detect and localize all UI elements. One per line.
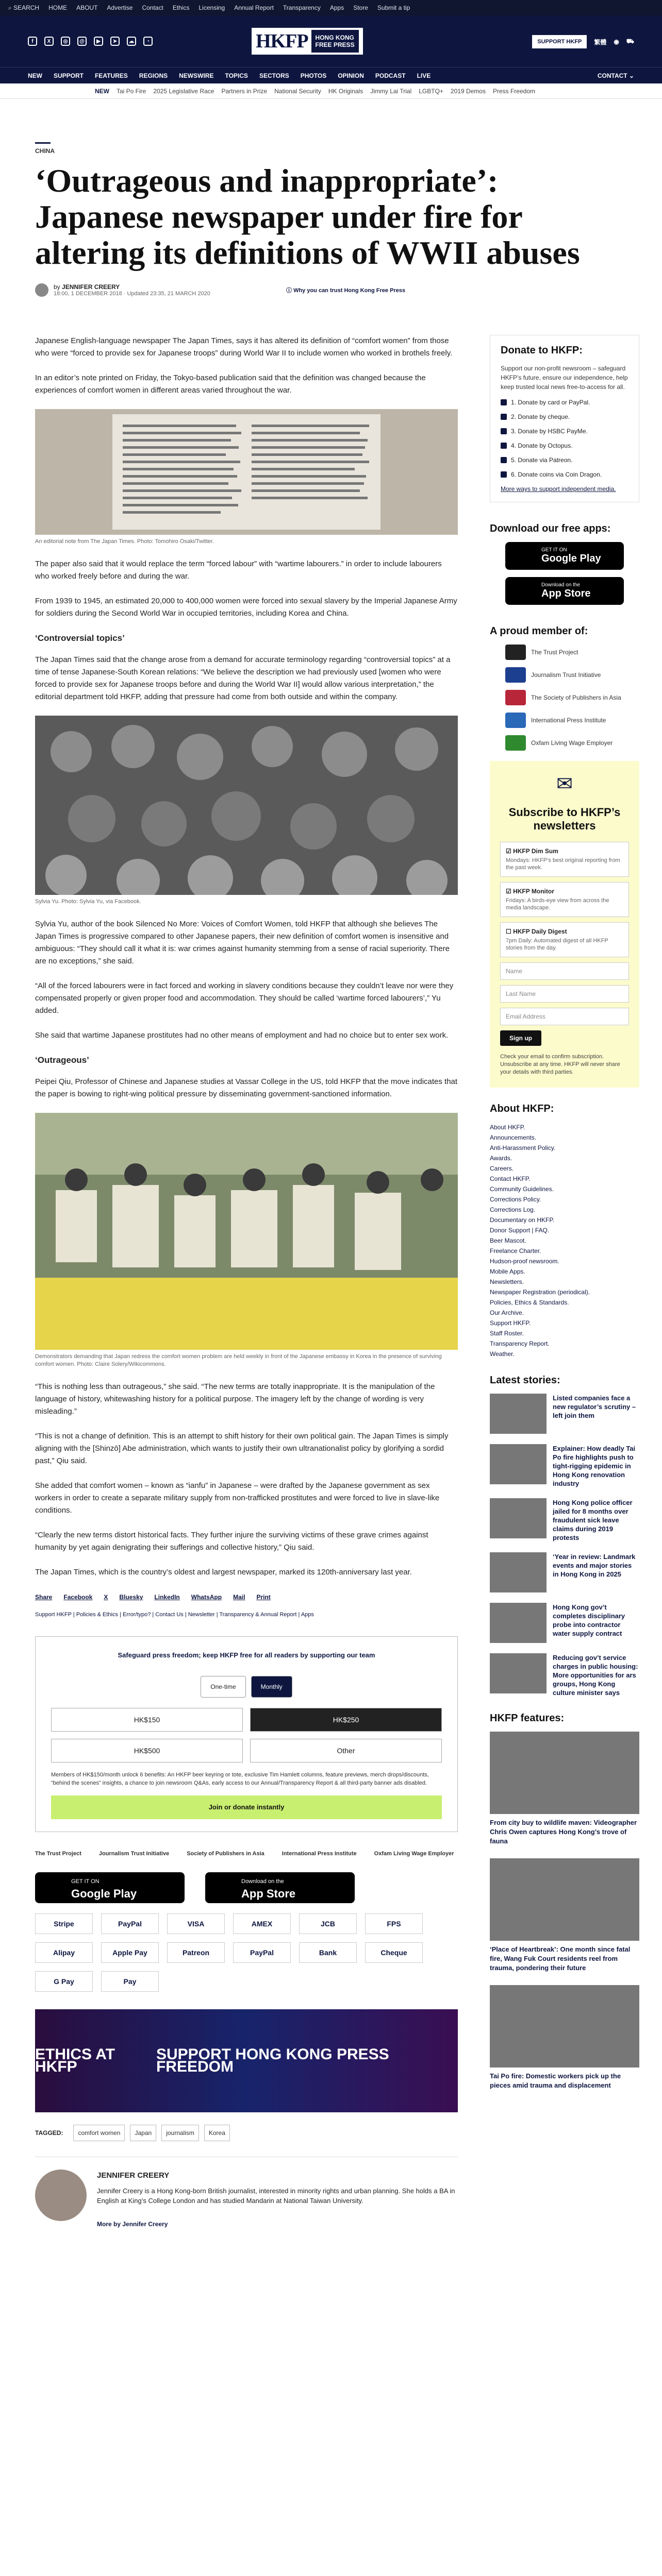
email-input[interactable]: Email Address bbox=[500, 1008, 629, 1025]
tag[interactable]: comfort women bbox=[73, 2125, 125, 2141]
paragraph: The Japan Times, which is the country’s oldest and largest newspaper, marked its 120th-anniversary last year. bbox=[35, 1568, 412, 1577]
story-title: ‘Year in review: Landmark events and major stories in Hong Kong in 2025 bbox=[553, 1553, 636, 1578]
by-prefix: by bbox=[54, 283, 60, 291]
payment-method[interactable]: FPS bbox=[365, 1913, 423, 1934]
util-link-10[interactable]: Submit a tip bbox=[377, 4, 410, 11]
app-big-text: App Store bbox=[241, 1887, 296, 1900]
about-link[interactable]: Donor Support | FAQ. bbox=[490, 1227, 550, 1234]
app-big-text: Google Play bbox=[71, 1887, 137, 1900]
mail-icon: ✉ bbox=[556, 773, 573, 795]
member-logo[interactable] bbox=[505, 713, 639, 728]
payment-method[interactable]: Pay bbox=[101, 1971, 159, 1992]
jti-icon bbox=[505, 667, 526, 683]
apps-section bbox=[490, 523, 639, 605]
patreon-icon bbox=[501, 457, 507, 463]
logo-mark: HKFP bbox=[256, 30, 308, 52]
app-store-button[interactable] bbox=[505, 577, 624, 605]
sidebar-heading: Donate to HKFP: bbox=[501, 345, 583, 356]
payment-method[interactable]: Alipay bbox=[35, 1942, 93, 1963]
payme-icon bbox=[501, 428, 507, 434]
article-date: 18:00, 1 DECEMBER 2018 · Updated 23:35, 21 MARCH 2020 bbox=[54, 291, 210, 297]
share-print[interactable]: Print bbox=[256, 1594, 271, 1601]
user-icon[interactable]: ◉ bbox=[614, 38, 619, 45]
section-heading: ‘Outrageous’ bbox=[35, 1055, 89, 1065]
sidebar-heading: Latest stories: bbox=[490, 1375, 560, 1386]
about-link[interactable]: Newspaper Registration (periodical). bbox=[490, 1289, 590, 1296]
newsletter-desc: Mondays: HKFP’s best original reporting from the past week. bbox=[506, 857, 620, 871]
feature-title: From city buy to wildlife maven: Videographer Chris Owen captures Hong Kong’s trove of fauna bbox=[490, 1819, 637, 1845]
feature-thumbnail bbox=[490, 1985, 639, 2067]
paragraph: The Japan Times said that the change arose from a demand for accurate terminology regarding “controversial topics” at a time of tense Japanese-South Korean relations: “We believe the description we had previously used [women who were forced to provide sex for Japanese troops before and during the World War II] would allow various interpretation,” the editorial department told HKFP, adding that pressure had come from both outside and within the company. bbox=[35, 655, 451, 701]
octopus-icon bbox=[501, 443, 507, 449]
youtube-icon[interactable]: ▶ bbox=[94, 37, 103, 46]
image-caption: Demonstrators demanding that Japan redress the comfort women problem are held weekly in front of the Japanese embassy in Korea in the presence of surviving comfort women. Photo: Claire Solery/Wikicommons. bbox=[35, 1353, 442, 1367]
about-link[interactable]: Staff Roster. bbox=[490, 1330, 524, 1337]
search-label: SEARCH bbox=[13, 4, 40, 11]
util-link-7[interactable]: Transparency bbox=[283, 4, 321, 11]
newsletter-desc: 7pm Daily: Automated digest of all HKFP stories from the day. bbox=[506, 938, 608, 951]
share-label: Share bbox=[35, 1594, 53, 1601]
main-nav bbox=[0, 67, 662, 83]
util-link-8[interactable]: Apps bbox=[329, 4, 344, 11]
newsletter-name: HKFP Daily Digest bbox=[513, 928, 567, 935]
story-item[interactable] bbox=[490, 1498, 639, 1542]
amount-option-other[interactable]: Other bbox=[250, 1739, 442, 1762]
amount-option-selected[interactable]: HK$250 bbox=[250, 1708, 442, 1732]
member-logo[interactable] bbox=[505, 735, 639, 751]
subscribe-note: Check your email to confirm subscription. Unsubscribe at any time. HKFP will never share your details with third parties. bbox=[500, 1054, 620, 1075]
trending-ticker bbox=[0, 83, 662, 99]
nav-item-5[interactable]: TOPICS bbox=[225, 72, 248, 79]
story-title: Hong Kong police officer jailed for 8 months over fraudulent sick leave claims during 2019 protests bbox=[553, 1499, 633, 1541]
app-big-text: Google Play bbox=[541, 553, 601, 564]
about-link[interactable]: Beer Mascot. bbox=[490, 1237, 526, 1244]
ticker-item-0[interactable]: Tai Po Fire bbox=[117, 87, 146, 95]
nav-item-10[interactable]: LIVE bbox=[417, 72, 431, 79]
payment-method[interactable]: Patreon bbox=[167, 1942, 225, 1963]
about-link[interactable]: Careers. bbox=[490, 1165, 514, 1172]
share-mail[interactable]: Mail bbox=[233, 1594, 245, 1601]
member-logo[interactable] bbox=[505, 667, 639, 683]
about-link[interactable]: Freelance Charter. bbox=[490, 1247, 541, 1255]
story-item[interactable] bbox=[490, 1552, 639, 1592]
donate-option-label: 4. Donate by Octopus. bbox=[511, 442, 573, 449]
about-link[interactable]: Mobile Apps. bbox=[490, 1268, 525, 1275]
donate-box bbox=[490, 335, 639, 502]
author-bio: Jennifer Creery is a Hong Kong-born British journalist, interested in minority rights and urban planning. She holds a BA in English at King’s College London and has studied Mandarin at National Taiwan University. bbox=[97, 2187, 455, 2205]
more-ways-link[interactable]: More ways to support independent media. bbox=[501, 485, 616, 493]
author-name[interactable]: JENNIFER CREERY bbox=[97, 2171, 170, 2180]
newsletter-desc: Fridays: A birds-eye view from across the media landscape. bbox=[506, 897, 609, 911]
ticker-item-8[interactable]: Press Freedom bbox=[492, 87, 535, 95]
payment-method[interactable]: AMEX bbox=[233, 1913, 291, 1934]
threads-icon[interactable]: @ bbox=[77, 37, 87, 46]
paragraph: In an editor’s note printed on Friday, the Tokyo-based publication said that the definition was changed because the experiences of comfort women in different areas varied throughout the war. bbox=[35, 374, 426, 395]
story-title: Explainer: How deadly Tai Po fire highlights push to tight-rigging epidemic in Hong Kong renovation industry bbox=[553, 1445, 636, 1487]
amount-option[interactable]: HK$150 bbox=[51, 1708, 243, 1732]
x-icon[interactable]: X bbox=[44, 37, 54, 46]
app-small-text: GET IT ON bbox=[71, 1878, 100, 1885]
oxfam-icon bbox=[505, 735, 526, 751]
site-logo[interactable] bbox=[252, 28, 363, 55]
about-links bbox=[490, 1122, 639, 1359]
about-link[interactable]: Anti-Harassment Policy. bbox=[490, 1144, 556, 1151]
cheque-icon bbox=[501, 414, 507, 420]
ticker-item-4[interactable]: HK Originals bbox=[328, 87, 363, 95]
card-icon bbox=[501, 399, 507, 405]
tags-label: TAGGED: bbox=[35, 2129, 63, 2137]
google-play-button[interactable] bbox=[35, 1872, 185, 1903]
byline bbox=[35, 283, 210, 297]
logo-line-2: FREE PRESS bbox=[315, 41, 355, 48]
sidebar-heading: HKFP features: bbox=[490, 1713, 565, 1724]
member-name: Journalism Trust Initiative bbox=[531, 671, 601, 679]
support-button[interactable]: SUPPORT HKFP bbox=[532, 35, 587, 48]
member-name: The Trust Project bbox=[531, 649, 578, 656]
nav-item-9[interactable]: PODCAST bbox=[375, 72, 406, 79]
ticker-item-7[interactable]: 2019 Demos bbox=[450, 87, 486, 95]
app-small-text: Download on the bbox=[541, 582, 581, 588]
trust-label: Why you can trust Hong Kong Free Press bbox=[293, 287, 406, 294]
newsletter-option[interactable]: ☐ HKFP Daily Digest 7pm Daily: Automated digest of all HKFP stories from the day. bbox=[500, 922, 629, 957]
story-thumbnail bbox=[490, 1394, 547, 1434]
amount-option[interactable]: HK$500 bbox=[51, 1739, 243, 1762]
instagram-icon[interactable]: ◎ bbox=[61, 37, 70, 46]
app-big-text: App Store bbox=[541, 588, 591, 599]
partner-logo[interactable]: Society of Publishers in Asia bbox=[187, 1851, 264, 1857]
about-link[interactable]: Contact HKFP. bbox=[490, 1175, 531, 1182]
demonstration-graphic bbox=[35, 1113, 458, 1350]
share-bar bbox=[35, 1591, 458, 1603]
about-link[interactable]: Our Archive. bbox=[490, 1309, 524, 1316]
payment-methods bbox=[35, 1913, 458, 1992]
util-link-3[interactable]: Contact bbox=[142, 4, 163, 11]
newsletter-title: Subscribe to HKFP’s newsletters bbox=[508, 806, 621, 832]
donate-option[interactable] bbox=[501, 399, 628, 406]
newspaper-clipping-graphic bbox=[35, 409, 458, 535]
story-item[interactable] bbox=[490, 1394, 639, 1434]
payment-method[interactable]: Bank bbox=[299, 1942, 357, 1963]
protest-photos-image bbox=[35, 716, 458, 895]
feature-item[interactable] bbox=[490, 1985, 639, 2090]
author-avatar bbox=[35, 283, 48, 297]
tag-list bbox=[35, 2125, 458, 2141]
share-whatsapp[interactable]: WhatsApp bbox=[191, 1594, 222, 1601]
story-thumbnail bbox=[490, 1603, 547, 1643]
member-logo[interactable] bbox=[505, 690, 639, 705]
editorial-note-image bbox=[35, 409, 458, 535]
newsletter-box bbox=[490, 761, 639, 1088]
google-play-button[interactable] bbox=[505, 542, 624, 570]
partner-logo[interactable]: Journalism Trust Initiative bbox=[98, 1851, 170, 1857]
support-links[interactable]: Support HKFP | Policies & Ethics | Error/typo? | Contact Us | Newsletter | Transparency & Annual Report | Apps bbox=[35, 1612, 314, 1618]
paragraph: The paper also said that it would replace the term “forced labour” with “wartime labourers.” in order to include labourers who worked freely before and during the war. bbox=[35, 560, 442, 581]
feature-item[interactable] bbox=[490, 1732, 639, 1846]
sidebar-heading: A proud member of: bbox=[490, 625, 588, 637]
util-link-0[interactable]: HOME bbox=[48, 4, 68, 11]
language-switch[interactable]: 繁體 bbox=[594, 38, 607, 46]
partner-logo[interactable]: Oxfam Living Wage Employer bbox=[374, 1851, 454, 1857]
payment-method[interactable]: Apple Pay bbox=[101, 1942, 159, 1963]
tab-one-time[interactable]: One-time bbox=[201, 1676, 245, 1698]
signup-button[interactable]: Sign up bbox=[500, 1030, 541, 1046]
donate-headline: Safeguard press freedom; keep HKFP free for all readers by supporting our team bbox=[118, 1651, 375, 1659]
story-item[interactable] bbox=[490, 1444, 639, 1488]
donate-option[interactable] bbox=[501, 413, 628, 420]
about-link[interactable]: Community Guidelines. bbox=[490, 1185, 554, 1193]
ticker-item-3[interactable]: National Security bbox=[274, 87, 321, 95]
ticker-item-2[interactable]: Partners in Prize bbox=[221, 87, 268, 95]
cart-icon[interactable]: ⛟ bbox=[626, 38, 634, 45]
join-donate-button[interactable]: Join or donate instantly bbox=[51, 1795, 442, 1819]
app-small-text: GET IT ON bbox=[541, 547, 567, 553]
member-name: Oxfam Living Wage Employer bbox=[531, 739, 613, 747]
search-link[interactable]: ⌕ SEARCH bbox=[8, 4, 40, 11]
payment-method[interactable]: G Pay bbox=[35, 1971, 93, 1992]
payment-method[interactable]: PayPal bbox=[101, 1913, 159, 1934]
donate-option-label: 2. Donate by cheque. bbox=[511, 413, 570, 420]
payment-method[interactable]: VISA bbox=[167, 1913, 225, 1934]
header-actions bbox=[532, 35, 634, 48]
about-link[interactable]: Transparency Report. bbox=[490, 1340, 550, 1347]
feature-title: Tai Po fire: Domestic workers pick up the pieces amid trauma and displacement bbox=[490, 2072, 621, 2089]
donate-intro: Support our non-profit newsroom – safeguard HKFP’s future, ensure our independence, help keep trusted local news free-to-access for all. bbox=[501, 365, 628, 391]
app-store-button[interactable] bbox=[205, 1872, 355, 1903]
feature-title: ‘Place of Heartbreak’: One month since fatal fire, Wang Fuk Court residents reel from trauma, pondering their future bbox=[490, 1945, 631, 1972]
paragraph: Japanese English-language newspaper The Japan Times, says it has altered its definition of “comfort women” from those who were “forced to provide sex for Japanese troops” during World War II to include women who worked in brothels freely. bbox=[35, 336, 453, 358]
util-link-5[interactable]: Licensing bbox=[198, 4, 225, 11]
nav-item-6[interactable]: SECTORS bbox=[259, 72, 289, 79]
util-link-2[interactable]: Advertise bbox=[107, 4, 133, 11]
donate-option-label: 3. Donate by HSBC PayMe. bbox=[511, 428, 588, 435]
app-store-buttons bbox=[35, 1872, 458, 1903]
story-title: Reducing gov’t service charges in public housing: More opportunities for ars groups, Hong Kong culture minister says bbox=[553, 1654, 638, 1697]
feature-thumbnail bbox=[490, 1858, 639, 1941]
ipi-icon bbox=[505, 713, 526, 728]
member-logo[interactable] bbox=[505, 645, 639, 660]
payment-method[interactable]: Cheque bbox=[365, 1942, 423, 1963]
paragraph: She added that comfort women – known as “ianfu” in Japanese – were drafted by the Japanese government as sex workers in order to create a separate military supply from non-trafficked prostitutes and were forced to live in slave-like conditions. bbox=[35, 1481, 440, 1515]
story-thumbnail bbox=[490, 1498, 547, 1538]
article-category[interactable]: CHINA bbox=[35, 147, 55, 155]
first-name-input[interactable]: Name bbox=[500, 962, 629, 980]
members-section bbox=[490, 625, 639, 751]
nav-item-3[interactable]: REGIONS bbox=[139, 72, 168, 79]
util-link-6[interactable]: Annual Report bbox=[234, 4, 274, 11]
donate-option-label: 6. Donate coins via Coin Dragon. bbox=[511, 471, 602, 478]
coin-icon bbox=[501, 471, 507, 478]
partner-logo[interactable]: International Press Institute bbox=[282, 1851, 357, 1857]
paragraph: From 1939 to 1945, an estimated 20,000 to 400,000 women were forced into sexual slavery by the Imperial Japanese Army for soldiers during the Second World War in occupied territories, including Korea and China. bbox=[35, 597, 457, 618]
tag[interactable]: Korea bbox=[204, 2125, 230, 2141]
about-link[interactable]: Hudson-proof newsroom. bbox=[490, 1258, 559, 1265]
last-name-input[interactable]: Last Name bbox=[500, 985, 629, 1003]
more-by-author-link[interactable]: More by Jennifer Creery bbox=[97, 2221, 168, 2228]
image-caption: Sylvia Yu. Photo: Sylvia Yu, via Facebook. bbox=[35, 899, 141, 905]
about-link[interactable]: Awards. bbox=[490, 1155, 512, 1162]
trust-link[interactable]: ⓘ Why you can trust Hong Kong Free Press bbox=[286, 287, 406, 294]
donate-panel bbox=[35, 1636, 458, 1832]
partner-logos bbox=[35, 1848, 458, 1860]
ticker-item-6[interactable]: LGBTQ+ bbox=[419, 87, 443, 95]
newsletter-name: HKFP Monitor bbox=[513, 888, 554, 895]
donate-option-label: 5. Donate via Patreon. bbox=[511, 456, 573, 464]
donate-frequency-tabs bbox=[51, 1676, 442, 1698]
share-linkedin[interactable]: LinkedIn bbox=[154, 1594, 180, 1601]
author-photo bbox=[35, 2170, 87, 2221]
category-rule bbox=[35, 142, 51, 144]
about-link[interactable]: About HKFP. bbox=[490, 1124, 525, 1131]
about-link[interactable]: Weather. bbox=[490, 1350, 515, 1358]
story-item[interactable] bbox=[490, 1653, 639, 1697]
paragraph: “This is nothing less than outrageous,” she said. “The new terms are totally inappropriate. It is the manipulation of the language of history, whitewashing history for a political purpose. The imagery left by the change of wording is very misleading.” bbox=[35, 1382, 435, 1416]
telegram-icon[interactable]: ➤ bbox=[110, 37, 120, 46]
article-title: ‘Outrageous and inappropriate’: Japanese newspaper under fire for altering its definitions of WWII abuses bbox=[35, 162, 580, 271]
rss-icon[interactable]: ◔ bbox=[143, 37, 153, 46]
sidebar bbox=[490, 335, 639, 2103]
ticker-item-5[interactable]: Jimmy Lai Trial bbox=[370, 87, 412, 95]
share-bluesky[interactable]: Bluesky bbox=[119, 1594, 143, 1601]
latest-stories bbox=[490, 1375, 639, 1697]
paragraph: “All of the forced labourers were in fact forced and working in slavery conditions because they couldn’t leave nor were they compensated properly or given proper food and accommodation. They should be called ‘wartime forced labourers’,” Yu added. bbox=[35, 981, 454, 1015]
about-link[interactable]: Announcements. bbox=[490, 1134, 537, 1141]
util-link-4[interactable]: Ethics bbox=[172, 4, 190, 11]
banner-ethics: ETHICS AT HKFP bbox=[35, 2046, 115, 2075]
share-x[interactable]: X bbox=[104, 1594, 108, 1601]
paragraph: Peipei Qiu, Professor of Chinese and Japanese studies at Vassar College in the US, told HKFP that the move indicates that the paper is bowing to right-wing political pressure by disseminating government-sanctioned information. bbox=[35, 1077, 458, 1098]
story-thumbnail bbox=[490, 1653, 547, 1693]
utility-bar bbox=[0, 0, 662, 15]
nav-item-7[interactable]: PHOTOS bbox=[300, 72, 327, 79]
payment-method[interactable]: Stripe bbox=[35, 1913, 93, 1934]
payment-method[interactable]: JCB bbox=[299, 1913, 357, 1934]
donate-option-label: 1. Donate by card or PayPal. bbox=[511, 399, 590, 406]
about-link[interactable]: Policies, Ethics & Standards. bbox=[490, 1299, 569, 1306]
about-link[interactable]: Support HKFP. bbox=[490, 1319, 531, 1327]
article-body bbox=[35, 335, 458, 2230]
newsletter-name: HKFP Dim Sum bbox=[513, 848, 558, 855]
tag[interactable]: journalism bbox=[161, 2125, 199, 2141]
member-name: International Press Institute bbox=[531, 717, 606, 724]
image-caption: An editorial note from The Japan Times. Photo: Tomohiro Osaki/Twitter. bbox=[35, 538, 214, 545]
nav-more[interactable]: CONTACT ⌄ bbox=[597, 72, 634, 79]
donate-option[interactable] bbox=[501, 442, 628, 449]
story-thumbnail bbox=[490, 1552, 547, 1592]
about-link[interactable]: Documentary on HKFP. bbox=[490, 1216, 555, 1224]
nav-item-4[interactable]: NEWSWIRE bbox=[179, 72, 214, 79]
trust-project-icon bbox=[505, 645, 526, 660]
author-name-link[interactable]: JENNIFER CREERY bbox=[62, 283, 120, 291]
banner-support: SUPPORT HONG KONG PRESS FREEDOM bbox=[156, 2046, 389, 2075]
paragraph: Sylvia Yu, author of the book Silenced No More: Voices of Comfort Women, told HKFP that although she believes The Japan Times is progressive compared to other Japanese papers, their new definition of comfort women is insensitive and ambiguous: “They should call it what it is: war crimes against humanity stemming from a sense of racial superiority. There are no exceptions,” she said. bbox=[35, 920, 450, 965]
logo-line-1: HONG KONG bbox=[315, 34, 354, 41]
main-header bbox=[0, 15, 662, 67]
nav-item-8[interactable]: OPINION bbox=[338, 72, 364, 79]
feature-item[interactable] bbox=[490, 1858, 639, 1973]
nav-item-0[interactable]: NEW bbox=[28, 72, 42, 79]
member-benefits-note: Members of HK$150/month unlock 6 benefits: An HKFP beer keyring or tote, exclusive Tim Hamlett columns, feature previews, merch drops/discounts, “behind the scenes” insights, a chance to join newsroom Q&As, early access to our Annual/Transparency Report & all third-party banner ads disabled. bbox=[51, 1772, 429, 1786]
tag[interactable]: Japan bbox=[130, 2125, 156, 2141]
sidebar-heading: Download our free apps: bbox=[490, 523, 611, 534]
partner-logo[interactable]: The Trust Project bbox=[35, 1851, 81, 1857]
util-link-9[interactable]: Store bbox=[353, 4, 368, 11]
donate-amounts bbox=[51, 1708, 442, 1762]
nav-item-2[interactable]: FEATURES bbox=[95, 72, 128, 79]
demonstration-photo bbox=[35, 1113, 458, 1350]
feature-thumbnail bbox=[490, 1732, 639, 1814]
ticker-label: NEW bbox=[95, 87, 109, 95]
bluesky-icon[interactable]: ☁ bbox=[127, 37, 136, 46]
facebook-icon[interactable]: f bbox=[28, 37, 37, 46]
sidebar-heading: About HKFP: bbox=[490, 1103, 554, 1114]
section-heading: ‘Controversial topics’ bbox=[35, 633, 125, 643]
member-name: The Society of Publishers in Asia bbox=[531, 694, 621, 701]
logo-name bbox=[311, 30, 359, 53]
story-title: Listed companies face a new regulator’s scrutiny – left join them bbox=[553, 1394, 636, 1419]
promo-banner[interactable] bbox=[35, 2009, 458, 2112]
story-thumbnail bbox=[490, 1444, 547, 1484]
paragraph: She said that wartime Japanese prostitutes had no other means of employment and had no choice but to enter sex work. bbox=[35, 1031, 449, 1040]
story-title: Hong Kong gov’t completes disciplinary probe into contractor water supply contract bbox=[553, 1603, 625, 1637]
newsletter-option[interactable]: ☑ HKFP Dim Sum Mondays: HKFP’s best original reporting from the past week. bbox=[500, 842, 629, 877]
donate-options bbox=[501, 399, 628, 478]
tab-monthly[interactable]: Monthly bbox=[251, 1676, 292, 1698]
author-box bbox=[35, 2157, 458, 2230]
ticker-item-1[interactable]: 2025 Legislative Race bbox=[153, 87, 214, 95]
story-item[interactable] bbox=[490, 1603, 639, 1643]
social-links bbox=[28, 37, 153, 46]
donate-option[interactable] bbox=[501, 456, 628, 464]
about-section bbox=[490, 1103, 639, 1359]
payment-method[interactable]: PayPal bbox=[233, 1942, 291, 1963]
photo-collage-graphic bbox=[35, 716, 458, 895]
about-link[interactable]: Corrections Policy. bbox=[490, 1196, 541, 1203]
about-link[interactable]: Corrections Log. bbox=[490, 1206, 536, 1213]
app-small-text: Download on the bbox=[241, 1878, 284, 1885]
newsletter-option[interactable]: ☑ HKFP Monitor Fridays: A birds-eye view from across the media landscape. bbox=[500, 882, 629, 917]
about-link[interactable]: Newsletters. bbox=[490, 1278, 524, 1285]
util-link-1[interactable]: ABOUT bbox=[76, 4, 98, 11]
share-facebook[interactable]: Facebook bbox=[63, 1594, 93, 1601]
paragraph: “Clearly the new terms distort historical facts. They further injure the surviving victims of these grave crimes against humanity by yet again denigrating their sufferings and collective history,” Qiu said. bbox=[35, 1531, 428, 1552]
donate-option[interactable] bbox=[501, 428, 628, 435]
features-section bbox=[490, 1713, 639, 2090]
nav-item-1[interactable]: SUPPORT bbox=[54, 72, 84, 79]
paragraph: “This is not a change of definition. This is an attempt to shift history for their own political gain. The Japan Times is simply aligning with the [Shinzō] Abe administration, which wants to justify their own ultranationalist policy by glorifying a sordid past,” Qiu said. bbox=[35, 1432, 449, 1465]
sopa-icon bbox=[505, 690, 526, 705]
donate-option[interactable] bbox=[501, 471, 628, 478]
